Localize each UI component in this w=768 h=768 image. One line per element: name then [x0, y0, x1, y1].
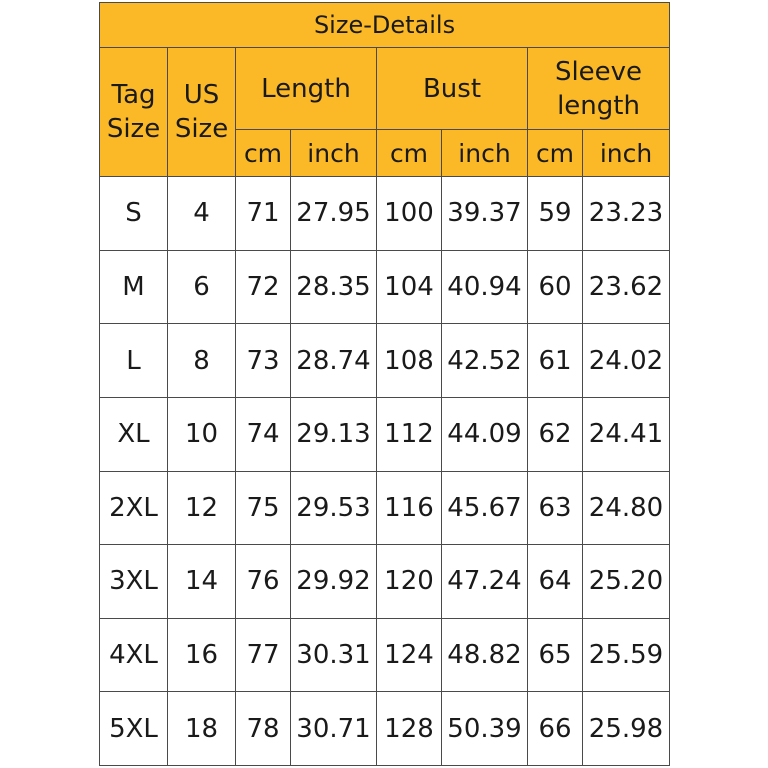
length-header: Length [236, 48, 377, 130]
bust-inch-cell: 44.09 [442, 397, 528, 471]
tag-size-cell: 5XL [100, 692, 168, 766]
length-cm-cell: 71 [236, 177, 291, 251]
table-row [100, 397, 670, 471]
bust-inch-cell: 39.37 [442, 177, 528, 251]
sleeve-inch-cell: 25.98 [583, 692, 670, 766]
sleeve-inch-cell: 23.62 [583, 250, 670, 324]
length-inch-cell: 28.74 [291, 324, 377, 398]
bust-cm-cell: 108 [377, 324, 442, 398]
table-row [100, 618, 670, 692]
length-cm-cell: 78 [236, 692, 291, 766]
size-details-table [99, 2, 670, 766]
length-cm-cell: 72 [236, 250, 291, 324]
length-inch-cell: 29.53 [291, 471, 377, 545]
sleeve-inch-cell: 24.02 [583, 324, 670, 398]
sleeve-cm-cell: 60 [528, 250, 583, 324]
bust-cm-cell: 112 [377, 397, 442, 471]
sleeve-cm-cell: 65 [528, 618, 583, 692]
length-inch-cell: 28.35 [291, 250, 377, 324]
sleeve-inch-unit: inch [583, 130, 670, 177]
bust-inch-cell: 50.39 [442, 692, 528, 766]
bust-inch-cell: 48.82 [442, 618, 528, 692]
bust-inch-cell: 45.67 [442, 471, 528, 545]
bust-cm-cell: 120 [377, 545, 442, 619]
sleeve-cm-cell: 66 [528, 692, 583, 766]
sleeve-cm-cell: 61 [528, 324, 583, 398]
sleeve-cm-cell: 59 [528, 177, 583, 251]
length-inch-cell: 29.13 [291, 397, 377, 471]
bust-cm-unit: cm [377, 130, 442, 177]
sleeve-cm-cell: 63 [528, 471, 583, 545]
bust-inch-unit: inch [442, 130, 528, 177]
table-row [100, 324, 670, 398]
tag-size-cell: XL [100, 397, 168, 471]
sleeve-inch-cell: 24.41 [583, 397, 670, 471]
us-size-header-line1: US [183, 80, 220, 110]
length-cm-cell: 73 [236, 324, 291, 398]
length-inch-cell: 27.95 [291, 177, 377, 251]
sleeve-inch-cell: 23.23 [583, 177, 670, 251]
tag-size-cell: S [100, 177, 168, 251]
bust-header: Bust [377, 48, 528, 130]
sleeve-cm-cell: 62 [528, 397, 583, 471]
us-size-cell: 6 [168, 250, 236, 324]
table-row [100, 471, 670, 545]
us-size-cell: 8 [168, 324, 236, 398]
length-inch-unit: inch [291, 130, 377, 177]
us-size-cell: 10 [168, 397, 236, 471]
bust-inch-cell: 42.52 [442, 324, 528, 398]
sleeve-inch-cell: 25.20 [583, 545, 670, 619]
sleeve-length-header [528, 48, 670, 130]
table-row [100, 177, 670, 251]
table-title: Size-Details [100, 3, 670, 48]
bust-cm-cell: 104 [377, 250, 442, 324]
sleeve-inch-cell: 25.59 [583, 618, 670, 692]
us-size-cell: 18 [168, 692, 236, 766]
length-inch-cell: 30.71 [291, 692, 377, 766]
length-cm-cell: 76 [236, 545, 291, 619]
length-cm-cell: 77 [236, 618, 291, 692]
sleeve-length-header-line1: Sleeve [554, 56, 643, 87]
us-size-cell: 12 [168, 471, 236, 545]
size-chart [99, 2, 669, 766]
length-cm-cell: 75 [236, 471, 291, 545]
tag-size-cell: 2XL [100, 471, 168, 545]
us-size-header [168, 48, 236, 177]
bust-cm-cell: 100 [377, 177, 442, 251]
sleeve-cm-cell: 64 [528, 545, 583, 619]
us-size-header-line2: Size [174, 114, 229, 144]
sleeve-length-header-line2: length [557, 90, 640, 121]
bust-cm-cell: 116 [377, 471, 442, 545]
length-inch-cell: 29.92 [291, 545, 377, 619]
bust-inch-cell: 40.94 [442, 250, 528, 324]
tag-size-cell: 3XL [100, 545, 168, 619]
table-row [100, 692, 670, 766]
us-size-cell: 16 [168, 618, 236, 692]
bust-inch-cell: 47.24 [442, 545, 528, 619]
length-cm-unit: cm [236, 130, 291, 177]
bust-cm-cell: 124 [377, 618, 442, 692]
tag-size-header [100, 48, 168, 177]
tag-size-cell: 4XL [100, 618, 168, 692]
length-cm-cell: 74 [236, 397, 291, 471]
tag-size-header-line1: Tag [111, 80, 156, 110]
bust-cm-cell: 128 [377, 692, 442, 766]
table-row [100, 250, 670, 324]
us-size-cell: 4 [168, 177, 236, 251]
table-row [100, 545, 670, 619]
sleeve-inch-cell: 24.80 [583, 471, 670, 545]
tag-size-header-line2: Size [106, 114, 161, 144]
us-size-cell: 14 [168, 545, 236, 619]
sleeve-cm-unit: cm [528, 130, 583, 177]
tag-size-cell: M [100, 250, 168, 324]
tag-size-cell: L [100, 324, 168, 398]
length-inch-cell: 30.31 [291, 618, 377, 692]
